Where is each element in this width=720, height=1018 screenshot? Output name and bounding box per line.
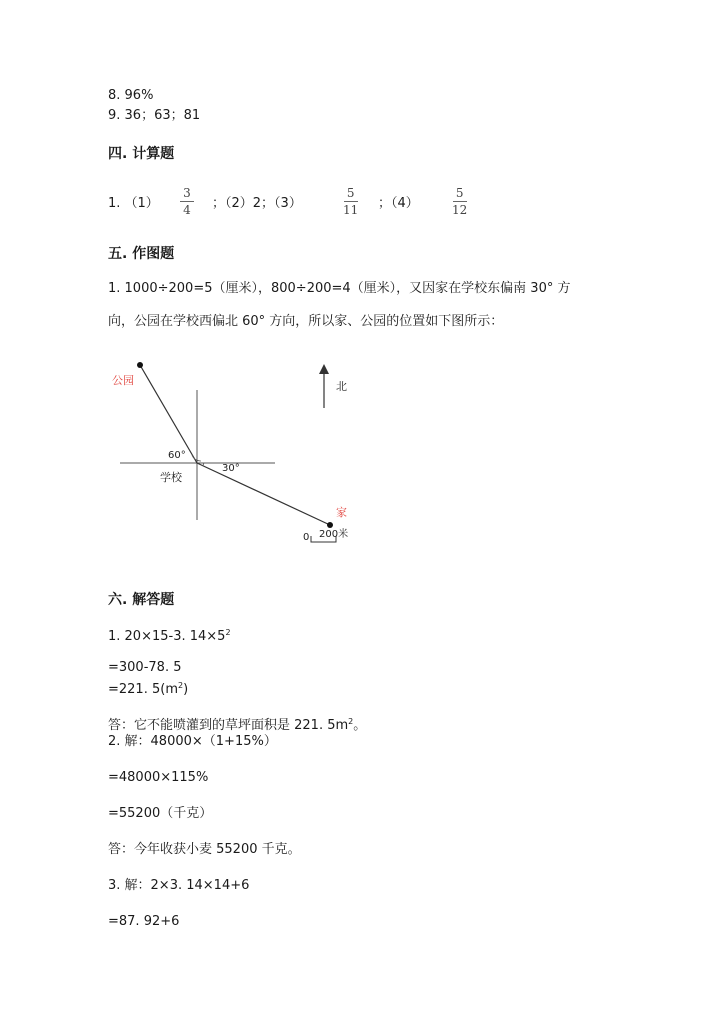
q3-solution-line-2: =87. 92+6 bbox=[108, 914, 180, 929]
fraction-denominator: 4 bbox=[183, 203, 191, 217]
home-point bbox=[327, 522, 333, 528]
fraction-bar bbox=[344, 201, 358, 202]
park-label: 公园 bbox=[112, 374, 134, 387]
north-arrow-icon bbox=[319, 364, 329, 374]
school-home-line bbox=[197, 463, 330, 525]
park-point bbox=[137, 362, 143, 368]
section-6-heading: 六. 解答题 bbox=[108, 592, 175, 608]
fraction-numerator: 5 bbox=[455, 186, 464, 200]
section-4-heading: 四. 计算题 bbox=[108, 146, 175, 162]
q2-answer: 答：今年收获小麦 55200 千克。 bbox=[108, 842, 301, 857]
fraction-5-11 bbox=[343, 186, 358, 217]
fraction-numerator: 3 bbox=[183, 186, 191, 200]
fraction-denominator: 12 bbox=[452, 203, 468, 217]
q1-answer bbox=[108, 714, 366, 734]
q1-separator-2: ；（4） bbox=[378, 196, 419, 211]
q1-result: =221. 5(m bbox=[108, 682, 178, 697]
school-park-line bbox=[140, 365, 197, 463]
q2-solution-line-2: =48000×115% bbox=[108, 770, 209, 785]
q1-solution-line-2: =300-78. 5 bbox=[108, 660, 182, 675]
angle-30-label: 30° bbox=[222, 463, 240, 474]
q1-separator-1: ；（2）2；（3） bbox=[212, 196, 302, 211]
fraction-5-12 bbox=[452, 186, 467, 217]
scale-zero-label: 0 bbox=[303, 532, 310, 543]
q1-answer-text: 答：它不能喷灌到的草坪面积是 221. 5m bbox=[108, 718, 349, 733]
q1-answer-end: 。 bbox=[353, 718, 367, 733]
q2-solution-line-1: 2. 解：48000×（1+15%） bbox=[108, 734, 277, 749]
answer-8: 8. 96% bbox=[108, 88, 154, 103]
superscript: 2 bbox=[177, 681, 184, 690]
fraction-numerator: 5 bbox=[346, 186, 355, 200]
q2-solution-line-3: =55200（千克） bbox=[108, 806, 213, 821]
angle-60-label: 60° bbox=[168, 450, 186, 461]
north-label: 北 bbox=[336, 380, 347, 393]
q1-label: 1. （1） bbox=[108, 196, 159, 211]
fraction-bar bbox=[180, 201, 194, 202]
answer-9: 9. 36；63；81 bbox=[108, 108, 201, 123]
section-5-heading: 五. 作图题 bbox=[108, 246, 175, 262]
fraction-denominator: 11 bbox=[343, 203, 359, 217]
scale-label: 200米 bbox=[319, 529, 349, 540]
fraction-3-4 bbox=[180, 186, 194, 217]
q1-solution-line-3 bbox=[108, 678, 188, 698]
q1-result-end: ) bbox=[183, 682, 189, 697]
q3-solution-line-1: 3. 解：2×3. 14×14+6 bbox=[108, 878, 250, 893]
superscript: 2 bbox=[225, 628, 231, 637]
fraction-bar bbox=[453, 201, 467, 202]
q1-solution-line-1 bbox=[108, 625, 231, 645]
q1-expression: 1. 20×15-3. 14×5 bbox=[108, 629, 226, 644]
direction-diagram bbox=[100, 350, 370, 550]
school-label: 学校 bbox=[160, 471, 182, 484]
home-label: 家 bbox=[336, 506, 347, 519]
superscript: 2 bbox=[348, 717, 354, 726]
section-5-text-2: 向，公园在学校西偏北 60° 方向，所以家、公园的位置如下图所示： bbox=[108, 314, 504, 329]
section-5-text-1: 1. 1000÷200=5（厘米），800÷200=4（厘米），又因家在学校东偏南 30° 方 bbox=[108, 281, 571, 296]
